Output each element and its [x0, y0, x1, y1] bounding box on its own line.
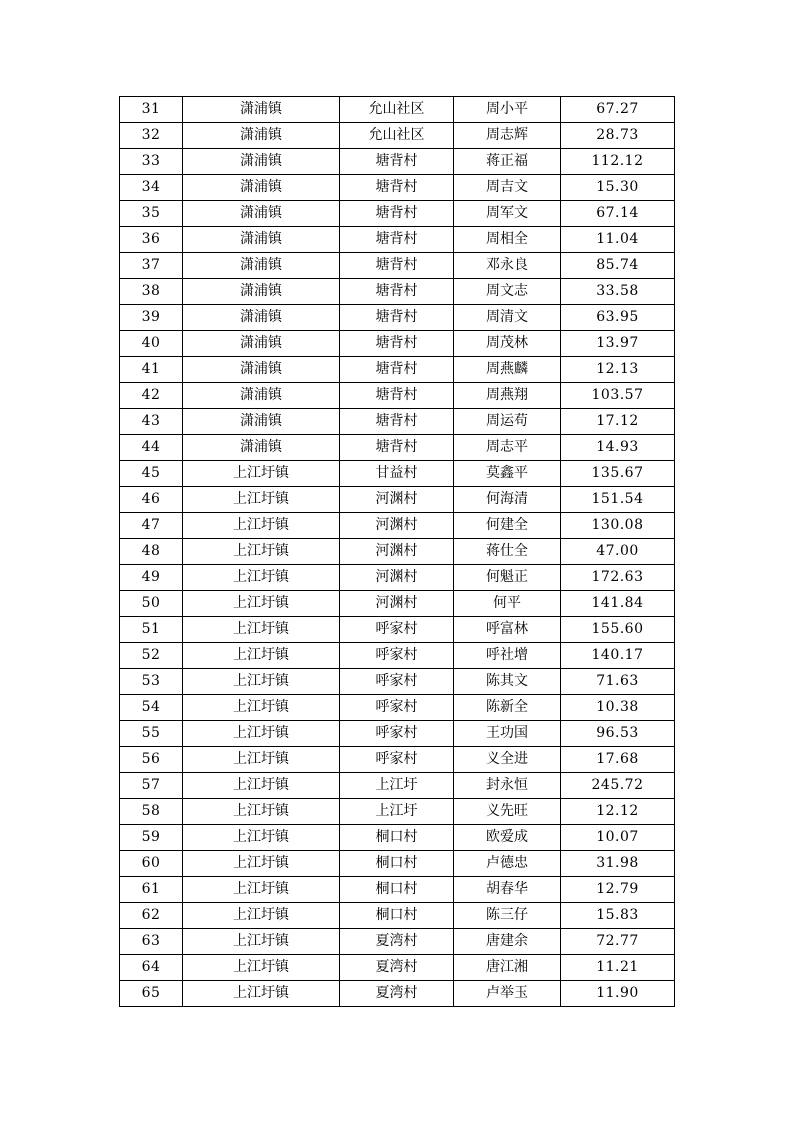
name-cell: 周志平 [454, 435, 561, 461]
town-cell: 上江圩镇 [183, 565, 340, 591]
amount-cell: 96.53 [561, 721, 675, 747]
village-cell: 塘背村 [340, 149, 454, 175]
name-cell: 胡春华 [454, 877, 561, 903]
name-cell: 周运苟 [454, 409, 561, 435]
table-row [120, 799, 675, 825]
name-cell: 周相全 [454, 227, 561, 253]
name-cell: 周茂林 [454, 331, 561, 357]
village-cell: 塘背村 [340, 435, 454, 461]
name-cell: 蒋仕全 [454, 539, 561, 565]
row-index-cell: 43 [120, 409, 183, 435]
row-index-cell: 61 [120, 877, 183, 903]
village-cell: 允山社区 [340, 97, 454, 123]
town-cell: 潇浦镇 [183, 331, 340, 357]
town-cell: 上江圩镇 [183, 903, 340, 929]
table-row [120, 97, 675, 123]
village-cell: 塘背村 [340, 305, 454, 331]
town-cell: 潇浦镇 [183, 409, 340, 435]
amount-cell: 11.21 [561, 955, 675, 981]
village-cell: 塘背村 [340, 331, 454, 357]
row-index-cell: 59 [120, 825, 183, 851]
row-index-cell: 48 [120, 539, 183, 565]
amount-cell: 172.63 [561, 565, 675, 591]
name-cell: 莫鑫平 [454, 461, 561, 487]
table-row [120, 695, 675, 721]
name-cell: 陈新全 [454, 695, 561, 721]
name-cell: 义先旺 [454, 799, 561, 825]
name-cell: 封永恒 [454, 773, 561, 799]
table-row [120, 903, 675, 929]
amount-cell: 140.17 [561, 643, 675, 669]
row-index-cell: 53 [120, 669, 183, 695]
town-cell: 潇浦镇 [183, 97, 340, 123]
village-cell: 上江圩 [340, 773, 454, 799]
table-row [120, 539, 675, 565]
row-index-cell: 36 [120, 227, 183, 253]
data-table [119, 96, 675, 1007]
village-cell: 甘益村 [340, 461, 454, 487]
amount-cell: 10.38 [561, 695, 675, 721]
village-cell: 桐口村 [340, 877, 454, 903]
town-cell: 上江圩镇 [183, 591, 340, 617]
village-cell: 呼家村 [340, 669, 454, 695]
name-cell: 周吉文 [454, 175, 561, 201]
village-cell: 塘背村 [340, 357, 454, 383]
table-row [120, 357, 675, 383]
name-cell: 邓永良 [454, 253, 561, 279]
row-index-cell: 51 [120, 617, 183, 643]
table-body [120, 97, 675, 1007]
amount-cell: 14.93 [561, 435, 675, 461]
table-row [120, 825, 675, 851]
table-row [120, 461, 675, 487]
row-index-cell: 54 [120, 695, 183, 721]
town-cell: 潇浦镇 [183, 201, 340, 227]
amount-cell: 112.12 [561, 149, 675, 175]
town-cell: 潇浦镇 [183, 227, 340, 253]
table-row [120, 981, 675, 1007]
amount-cell: 33.58 [561, 279, 675, 305]
amount-cell: 130.08 [561, 513, 675, 539]
village-cell: 塘背村 [340, 409, 454, 435]
amount-cell: 103.57 [561, 383, 675, 409]
village-cell: 塘背村 [340, 253, 454, 279]
table-row [120, 201, 675, 227]
village-cell: 河渊村 [340, 539, 454, 565]
town-cell: 潇浦镇 [183, 175, 340, 201]
name-cell: 义全进 [454, 747, 561, 773]
row-index-cell: 64 [120, 955, 183, 981]
town-cell: 上江圩镇 [183, 929, 340, 955]
town-cell: 上江圩镇 [183, 461, 340, 487]
table-row [120, 877, 675, 903]
amount-cell: 31.98 [561, 851, 675, 877]
town-cell: 上江圩镇 [183, 981, 340, 1007]
town-cell: 上江圩镇 [183, 617, 340, 643]
row-index-cell: 62 [120, 903, 183, 929]
row-index-cell: 35 [120, 201, 183, 227]
amount-cell: 141.84 [561, 591, 675, 617]
amount-cell: 17.12 [561, 409, 675, 435]
village-cell: 河渊村 [340, 591, 454, 617]
name-cell: 陈三仔 [454, 903, 561, 929]
row-index-cell: 50 [120, 591, 183, 617]
name-cell: 周军文 [454, 201, 561, 227]
name-cell: 周小平 [454, 97, 561, 123]
amount-cell: 12.13 [561, 357, 675, 383]
amount-cell: 72.77 [561, 929, 675, 955]
town-cell: 上江圩镇 [183, 643, 340, 669]
row-index-cell: 57 [120, 773, 183, 799]
table-row [120, 513, 675, 539]
name-cell: 何魁正 [454, 565, 561, 591]
amount-cell: 15.83 [561, 903, 675, 929]
row-index-cell: 49 [120, 565, 183, 591]
town-cell: 潇浦镇 [183, 383, 340, 409]
row-index-cell: 46 [120, 487, 183, 513]
village-cell: 河渊村 [340, 565, 454, 591]
name-cell: 周志辉 [454, 123, 561, 149]
village-cell: 夏湾村 [340, 929, 454, 955]
row-index-cell: 45 [120, 461, 183, 487]
row-index-cell: 41 [120, 357, 183, 383]
amount-cell: 63.95 [561, 305, 675, 331]
row-index-cell: 58 [120, 799, 183, 825]
table-row [120, 851, 675, 877]
town-cell: 上江圩镇 [183, 851, 340, 877]
name-cell: 呼富林 [454, 617, 561, 643]
name-cell: 何海清 [454, 487, 561, 513]
row-index-cell: 60 [120, 851, 183, 877]
town-cell: 上江圩镇 [183, 695, 340, 721]
table-row [120, 487, 675, 513]
village-cell: 塘背村 [340, 201, 454, 227]
name-cell: 唐建余 [454, 929, 561, 955]
table-row [120, 253, 675, 279]
town-cell: 潇浦镇 [183, 435, 340, 461]
amount-cell: 155.60 [561, 617, 675, 643]
town-cell: 上江圩镇 [183, 825, 340, 851]
row-index-cell: 34 [120, 175, 183, 201]
name-cell: 蒋正福 [454, 149, 561, 175]
table-row [120, 279, 675, 305]
row-index-cell: 47 [120, 513, 183, 539]
amount-cell: 11.90 [561, 981, 675, 1007]
table-row [120, 331, 675, 357]
row-index-cell: 56 [120, 747, 183, 773]
name-cell: 卢举玉 [454, 981, 561, 1007]
village-cell: 塘背村 [340, 227, 454, 253]
village-cell: 塘背村 [340, 279, 454, 305]
row-index-cell: 65 [120, 981, 183, 1007]
amount-cell: 67.14 [561, 201, 675, 227]
village-cell: 允山社区 [340, 123, 454, 149]
row-index-cell: 32 [120, 123, 183, 149]
town-cell: 上江圩镇 [183, 955, 340, 981]
table-row [120, 409, 675, 435]
amount-cell: 67.27 [561, 97, 675, 123]
name-cell: 欧爱成 [454, 825, 561, 851]
town-cell: 潇浦镇 [183, 305, 340, 331]
town-cell: 潇浦镇 [183, 123, 340, 149]
village-cell: 呼家村 [340, 617, 454, 643]
amount-cell: 11.04 [561, 227, 675, 253]
name-cell: 周清文 [454, 305, 561, 331]
table-row [120, 305, 675, 331]
town-cell: 上江圩镇 [183, 773, 340, 799]
amount-cell: 47.00 [561, 539, 675, 565]
table-row [120, 643, 675, 669]
row-index-cell: 33 [120, 149, 183, 175]
amount-cell: 13.97 [561, 331, 675, 357]
table-row [120, 123, 675, 149]
table-row [120, 383, 675, 409]
village-cell: 河渊村 [340, 487, 454, 513]
row-index-cell: 38 [120, 279, 183, 305]
table-row [120, 591, 675, 617]
amount-cell: 17.68 [561, 747, 675, 773]
amount-cell: 15.30 [561, 175, 675, 201]
town-cell: 潇浦镇 [183, 253, 340, 279]
table-row [120, 721, 675, 747]
table-row [120, 565, 675, 591]
village-cell: 呼家村 [340, 695, 454, 721]
town-cell: 潇浦镇 [183, 279, 340, 305]
row-index-cell: 55 [120, 721, 183, 747]
village-cell: 夏湾村 [340, 981, 454, 1007]
row-index-cell: 31 [120, 97, 183, 123]
row-index-cell: 42 [120, 383, 183, 409]
amount-cell: 12.12 [561, 799, 675, 825]
village-cell: 河渊村 [340, 513, 454, 539]
table-row [120, 929, 675, 955]
town-cell: 上江圩镇 [183, 877, 340, 903]
village-cell: 呼家村 [340, 643, 454, 669]
name-cell: 周文志 [454, 279, 561, 305]
town-cell: 上江圩镇 [183, 539, 340, 565]
table-row [120, 955, 675, 981]
name-cell: 唐江湘 [454, 955, 561, 981]
village-cell: 呼家村 [340, 747, 454, 773]
name-cell: 周燕翔 [454, 383, 561, 409]
row-index-cell: 52 [120, 643, 183, 669]
table-row [120, 773, 675, 799]
amount-cell: 12.79 [561, 877, 675, 903]
name-cell: 卢德忠 [454, 851, 561, 877]
amount-cell: 28.73 [561, 123, 675, 149]
table-row [120, 227, 675, 253]
amount-cell: 151.54 [561, 487, 675, 513]
town-cell: 上江圩镇 [183, 669, 340, 695]
village-cell: 塘背村 [340, 175, 454, 201]
village-cell: 桐口村 [340, 851, 454, 877]
name-cell: 何建全 [454, 513, 561, 539]
town-cell: 上江圩镇 [183, 747, 340, 773]
amount-cell: 245.72 [561, 773, 675, 799]
town-cell: 上江圩镇 [183, 513, 340, 539]
table-row [120, 149, 675, 175]
amount-cell: 85.74 [561, 253, 675, 279]
village-cell: 上江圩 [340, 799, 454, 825]
name-cell: 陈其文 [454, 669, 561, 695]
amount-cell: 71.63 [561, 669, 675, 695]
row-index-cell: 39 [120, 305, 183, 331]
row-index-cell: 37 [120, 253, 183, 279]
row-index-cell: 44 [120, 435, 183, 461]
village-cell: 塘背村 [340, 383, 454, 409]
town-cell: 潇浦镇 [183, 149, 340, 175]
amount-cell: 135.67 [561, 461, 675, 487]
village-cell: 呼家村 [340, 721, 454, 747]
town-cell: 上江圩镇 [183, 799, 340, 825]
town-cell: 上江圩镇 [183, 721, 340, 747]
town-cell: 潇浦镇 [183, 357, 340, 383]
table-row [120, 617, 675, 643]
row-index-cell: 40 [120, 331, 183, 357]
table-row [120, 669, 675, 695]
name-cell: 王功国 [454, 721, 561, 747]
table-row [120, 175, 675, 201]
village-cell: 桐口村 [340, 903, 454, 929]
amount-cell: 10.07 [561, 825, 675, 851]
table-row [120, 747, 675, 773]
name-cell: 周燕麟 [454, 357, 561, 383]
table-row [120, 435, 675, 461]
name-cell: 呼社增 [454, 643, 561, 669]
row-index-cell: 63 [120, 929, 183, 955]
name-cell: 何平 [454, 591, 561, 617]
town-cell: 上江圩镇 [183, 487, 340, 513]
village-cell: 桐口村 [340, 825, 454, 851]
village-cell: 夏湾村 [340, 955, 454, 981]
